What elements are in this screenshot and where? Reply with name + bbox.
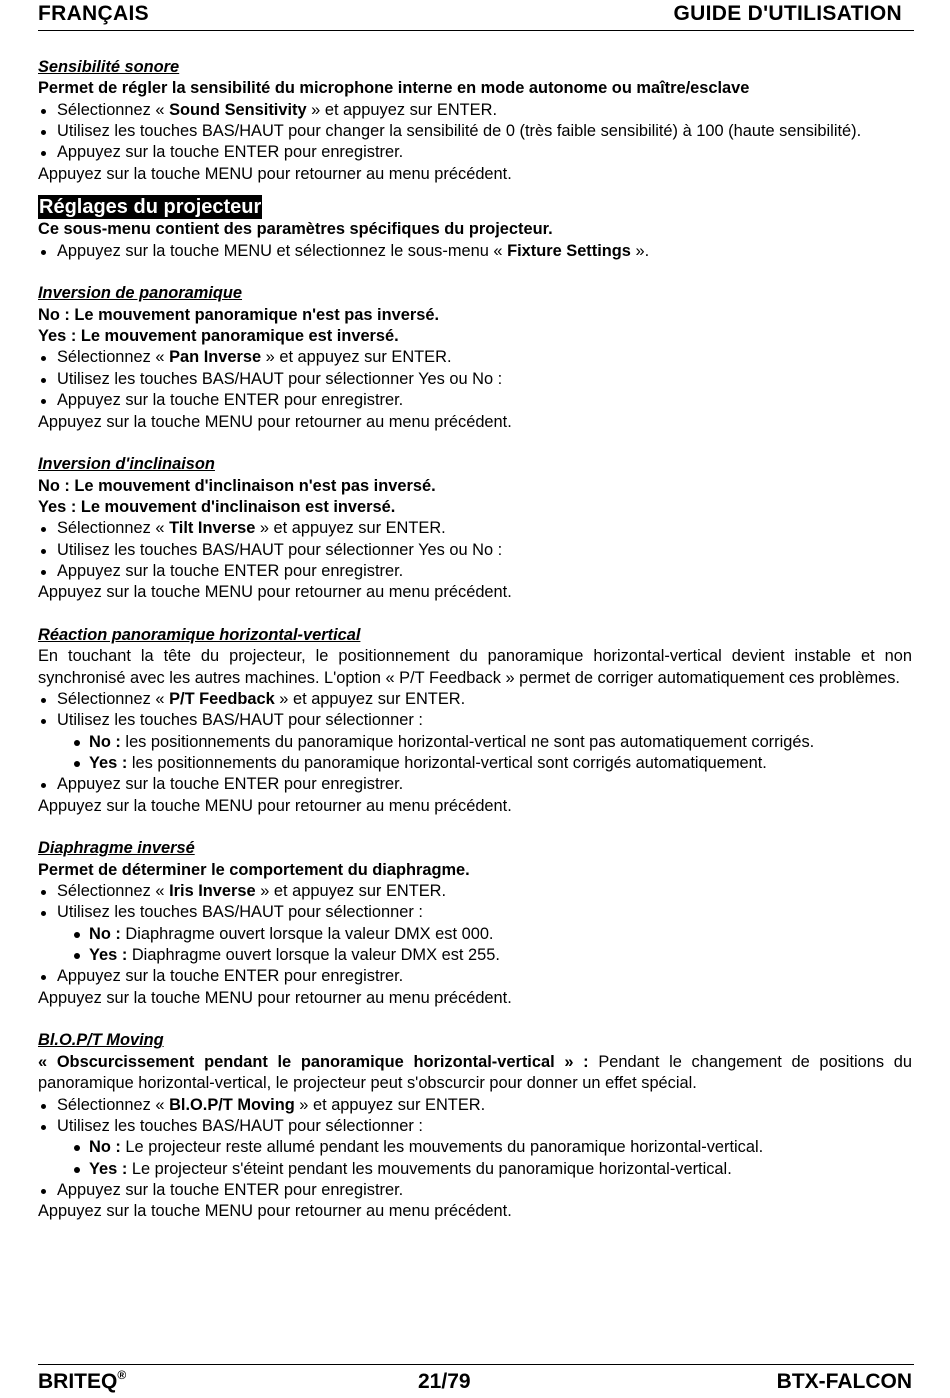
fixture-settings-steps xyxy=(38,241,912,262)
return-menu-note: Appuyez sur la touche MENU pour retourner au menu précédent. xyxy=(38,412,512,431)
list-item: Utilisez les touches BAS/HAUT pour sélectionner : xyxy=(38,1116,912,1137)
subsection-title-pan-inverse: Inversion de panoramique xyxy=(38,284,243,303)
subsection-title-blo-pt-moving: Bl.O.P/T Moving xyxy=(38,1031,164,1050)
pt-feedback-description: En touchant la tête du projecteur, le positionnement du panoramique horizontal-vertical devient instable et non synchronisé avec les autres machines. L'option « P/T Feedback » permet de corriger automatiquement ces problèmes. xyxy=(38,647,912,687)
page-number: 21/79 xyxy=(418,1370,471,1393)
list-item: Sélectionnez « Tilt Inverse » et appuyez sur ENTER. xyxy=(38,518,912,539)
header-language: FRANÇAIS xyxy=(38,2,149,25)
list-item: Appuyez sur la touche ENTER pour enregistrer. xyxy=(38,561,912,582)
list-item: Appuyez sur la touche ENTER pour enregistrer. xyxy=(38,390,912,411)
page-footer xyxy=(38,1364,914,1398)
return-menu-note: Appuyez sur la touche MENU pour retourner au menu précédent. xyxy=(38,796,512,815)
subsection-title-sound-sensitivity: Sensibilité sonore xyxy=(38,58,180,76)
option-no: No : Diaphragme ouvert lorsque la valeur DMX est 000. xyxy=(71,924,912,945)
footer-model: BTX-FALCON xyxy=(776,1370,912,1393)
pan-inverse-steps xyxy=(38,347,912,411)
header-doc-title: GUIDE D'UTILISATION xyxy=(673,2,902,25)
iris-inverse-steps xyxy=(38,881,912,924)
list-item: Appuyez sur la touche MENU et sélectionnez le sous-menu « Fixture Settings ». xyxy=(38,241,912,262)
option-no: No : Le projecteur reste allumé pendant les mouvements du panoramique horizontal-vertical. xyxy=(71,1137,912,1158)
blo-pt-moving-steps xyxy=(38,1095,912,1138)
pan-inverse-yes: Yes : Le mouvement panoramique est inversé. xyxy=(38,327,399,346)
list-item: Appuyez sur la touche ENTER pour enregistrer. xyxy=(38,1180,912,1201)
pan-inverse-no: No : Le mouvement panoramique n'est pas inversé. xyxy=(38,305,440,324)
subsection-title-tilt-inverse: Inversion d'inclinaison xyxy=(38,455,215,474)
list-item: Appuyez sur la touche ENTER pour enregistrer. xyxy=(38,966,912,987)
footer-brand: BRITEQ® xyxy=(38,1368,127,1393)
tilt-inverse-steps xyxy=(38,518,912,582)
return-menu-note: Appuyez sur la touche MENU pour retourner au menu précédent. xyxy=(38,988,512,1007)
iris-inverse-options xyxy=(38,924,912,967)
blo-pt-moving-description: « Obscurcissement pendant le panoramique horizontal-vertical » : Pendant le changement de positions du panoramique horizontal-vertical, le projecteur peut s'obscurcir pour donner un effet spécial. xyxy=(38,1052,912,1093)
sound-sensitivity-steps xyxy=(38,100,912,164)
return-menu-note: Appuyez sur la touche MENU pour retourner au menu précédent. xyxy=(38,583,512,602)
list-item: Utilisez les touches BAS/HAUT pour sélectionner : xyxy=(38,710,912,731)
registered-mark: ® xyxy=(117,1368,127,1382)
iris-inverse-description: Permet de déterminer le comportement du diaphragme. xyxy=(38,860,470,879)
fixture-settings-description: Ce sous-menu contient des paramètres spécifiques du projecteur. xyxy=(38,220,553,239)
list-item: Utilisez les touches BAS/HAUT pour sélectionner Yes ou No : xyxy=(38,369,912,390)
list-item: Sélectionnez « Iris Inverse » et appuyez sur ENTER. xyxy=(38,881,912,902)
pt-feedback-options xyxy=(38,732,912,775)
option-yes: Yes : Le projecteur s'éteint pendant les mouvements du panoramique horizontal-vertical. xyxy=(71,1159,912,1180)
sound-sensitivity-description: Permet de régler la sensibilité du microphone interne en mode autonome ou maître/esclave xyxy=(38,79,750,98)
list-item: Sélectionnez « P/T Feedback » et appuyez sur ENTER. xyxy=(38,689,912,710)
return-menu-note: Appuyez sur la touche MENU pour retourner au menu précédent. xyxy=(38,1202,512,1221)
tilt-inverse-yes: Yes : Le mouvement d'inclinaison est inversé. xyxy=(38,497,396,516)
list-item: Utilisez les touches BAS/HAUT pour sélectionner Yes ou No : xyxy=(38,540,912,561)
option-no: No : les positionnements du panoramique horizontal-vertical ne sont pas automatiquement corrigés. xyxy=(71,732,912,753)
page-header xyxy=(38,0,914,31)
pt-feedback-steps xyxy=(38,689,912,732)
subsection-title-iris-inverse: Diaphragme inversé xyxy=(38,839,195,858)
option-yes: Yes : les positionnements du panoramique horizontal-vertical sont corrigés automatiquement. xyxy=(71,753,912,774)
section-title-fixture-settings: Réglages du projecteur xyxy=(39,196,262,219)
list-item: Utilisez les touches BAS/HAUT pour sélectionner : xyxy=(38,902,912,923)
list-item: Sélectionnez « Sound Sensitivity » et appuyez sur ENTER. xyxy=(38,100,912,121)
list-item: Sélectionnez « Pan Inverse » et appuyez sur ENTER. xyxy=(38,347,912,368)
list-item: Sélectionnez « Bl.O.P/T Moving » et appuyez sur ENTER. xyxy=(38,1095,912,1116)
blo-pt-moving-options xyxy=(38,1137,912,1180)
page-content xyxy=(38,57,912,1223)
return-menu-note: Appuyez sur la touche MENU pour retourner au menu précédent. xyxy=(38,164,512,183)
list-item: Utilisez les touches BAS/HAUT pour changer la sensibilité de 0 (très faible sensibilité) à 100 (haute sensibilité). xyxy=(38,121,912,142)
list-item: Appuyez sur la touche ENTER pour enregistrer. xyxy=(38,142,912,163)
subsection-title-pt-feedback: Réaction panoramique horizontal-vertical xyxy=(38,625,361,644)
tilt-inverse-no: No : Le mouvement d'inclinaison n'est pas inversé. xyxy=(38,476,436,495)
list-item: Appuyez sur la touche ENTER pour enregistrer. xyxy=(38,774,912,795)
option-yes: Yes : Diaphragme ouvert lorsque la valeur DMX est 255. xyxy=(71,945,912,966)
